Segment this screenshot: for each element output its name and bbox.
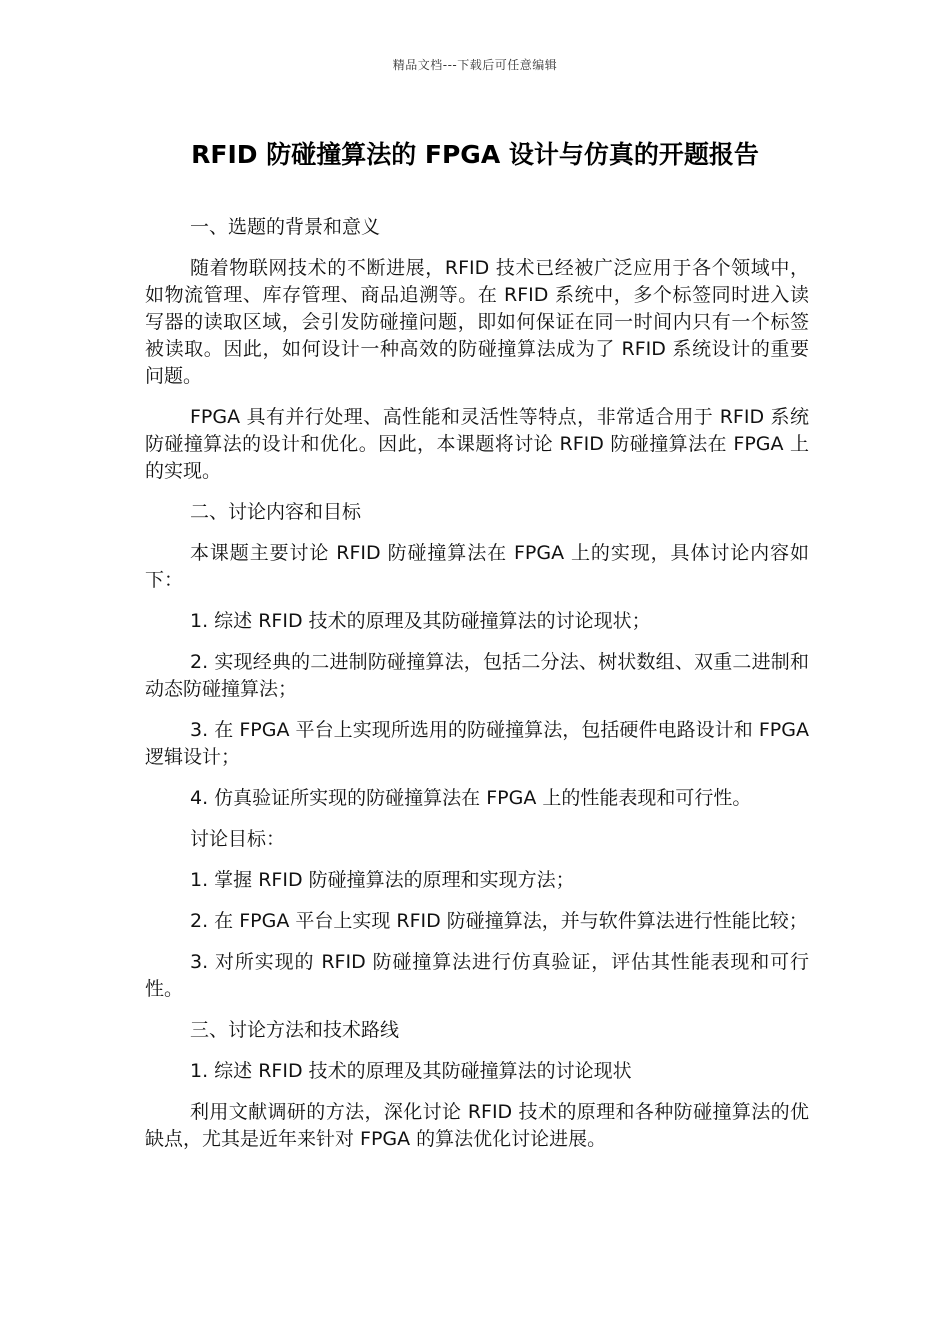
- content-item-4: 4. 仿真验证所实现的防碰撞算法在 FPGA 上的性能表现和可行性。: [190, 787, 752, 809]
- section-heading-methods: 三、讨论方法和技术路线: [190, 1019, 400, 1041]
- page-header-watermark: 精品文档---下载后可任意编辑: [392, 58, 558, 72]
- document-title: RFID 防碰撞算法的 FPGA 设计与仿真的开题报告: [191, 140, 759, 169]
- paragraph-fpga-advantages: FPGA 具有并行处理、高性能和灵活性等特点，非常适合用于 RFID 系统防碰撞算法的设计和优化。因此，本课题将讨论 RFID 防碰撞算法在 FPGA 上的实现。: [145, 406, 809, 482]
- goal-item-1: 1. 掌握 RFID 防碰撞算法的原理和实现方法；: [190, 869, 575, 891]
- goal-item-2: 2. 在 FPGA 平台上实现 RFID 防碰撞算法，并与软件算法进行性能比较；: [190, 910, 808, 932]
- content-item-2: 2. 实现经典的二进制防碰撞算法，包括二分法、树状数组、双重二进制和动态防碰撞算法；: [145, 651, 809, 700]
- goal-item-3: 3. 对所实现的 RFID 防碰撞算法进行仿真验证，评估其性能表现和可行性。: [145, 951, 809, 1000]
- section-heading-background: 一、选题的背景和意义: [190, 216, 381, 238]
- method-item-1: 1. 综述 RFID 技术的原理及其防碰撞算法的讨论现状: [190, 1060, 632, 1082]
- paragraph-background: 随着物联网技术的不断进展，RFID 技术已经被广泛应用于各个领域中，如物流管理、库存管理、商品追溯等。在 RFID 系统中，多个标签同时进入读写器的读取区域，会引发防碰撞问题，即如何保证在同一时间内只有一个标签被读取。因此，如何设计一种高效的防碰撞算法成为了 RFID 系统设计的重要问题。: [145, 257, 809, 387]
- document-body: [145, 214, 809, 1167]
- goals-label: 讨论目标：: [190, 828, 286, 850]
- paragraph-content-intro: 本课题主要讨论 RFID 防碰撞算法在 FPGA 上的实现，具体讨论内容如下：: [145, 542, 809, 591]
- section-heading-content-goals: 二、讨论内容和目标: [190, 501, 362, 523]
- content-item-3: 3. 在 FPGA 平台上实现所选用的防碰撞算法，包括硬件电路设计和 FPGA 逻辑设计；: [145, 719, 809, 768]
- content-item-1: 1. 综述 RFID 技术的原理及其防碰撞算法的讨论现状；: [190, 610, 651, 632]
- paragraph-literature-review: 利用文献调研的方法，深化讨论 RFID 技术的原理和各种防碰撞算法的优缺点，尤其是近年来针对 FPGA 的算法优化讨论进展。: [145, 1101, 809, 1150]
